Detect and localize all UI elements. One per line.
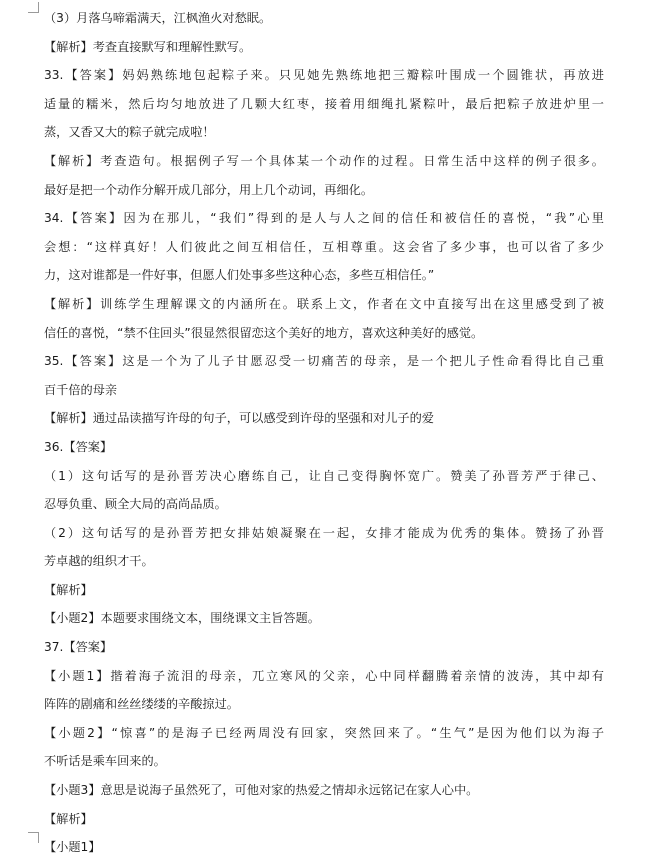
text-line: （1）这句话写的是孙晋芳决心磨练自己，让自己变得胸怀宽广。赞美了孙晋芳严于律己、 (44, 468, 604, 483)
text-line: 【小题1】揩着海子流泪的母亲，兀立寒风的父亲，心中同样翻腾着亲情的波涛，其中却有 (44, 668, 604, 683)
text-line: 34.【答案】因为在那儿，“我们”得到的是人与人之间的信任和被信任的喜悦，“我”心里 (44, 211, 604, 226)
text-line: 信任的喜悦，“禁不住回头”很显然很留恋这个美好的地方，喜欢这种美好的感觉。 (44, 325, 484, 340)
text-line: 会想：“这样真好！人们彼此之间互相信任，互相尊重。这会省了多少事，也可以省了多少 (44, 239, 604, 254)
text-line: 适量的糯米，然后均匀地放进了几颗大红枣，接着用细绳扎紧粽叶，最后把粽子放进炉里一 (44, 96, 604, 111)
text-line: 【解析】通过品读描写许母的句子，可以感受到许母的坚强和对儿子的爱 (44, 411, 434, 426)
text-line: 33.【答案】妈妈熟练地包起粽子来。只见她先熟练地把三瓣粽叶围成一个圆锥状，再放进 (44, 68, 604, 83)
text-line: 芳卓越的组织才干。 (44, 554, 154, 569)
text-line: 【解析】 (44, 811, 93, 826)
text-line: 【解析】训练学生理解课文的内涵所在。联系上文，作者在文中直接写出在这里感受到了被 (44, 296, 604, 311)
text-line: 阵阵的剧痛和丝丝缕缕的辛酸掠过。 (44, 697, 239, 712)
text-line: 【小题3】意思是说海子虽然死了，可他对家的热爱之情却永远铭记在家人心中。 (44, 783, 479, 798)
text-line: 【解析】考查直接默写和理解性默写。 (44, 39, 252, 54)
text-line: （3）月落乌啼霜满天，江枫渔火对愁眠。 (44, 11, 272, 25)
text-line: 37.【答案】 (44, 640, 113, 655)
text-line: 【小题1】 (44, 840, 101, 855)
page-corner-mark-bottom (28, 832, 39, 843)
text-line: 【小题2】本题要求围绕文本，围绕课文主旨答题。 (44, 611, 320, 626)
text-line: 百千倍的母亲 (44, 382, 118, 397)
text-line: 忍辱负重、顾全大局的高尚品质。 (44, 497, 227, 512)
text-line: 最好是把一个动作分解开成几部分，用上几个动词，再细化。 (44, 182, 374, 197)
text-line: 蒸，又香又大的粽子就完成啦！ (44, 125, 215, 140)
text-line: 【小题2】“惊喜”的是海子已经两周没有回家，突然回来了。“生气”是因为他们以为海子 (44, 725, 604, 740)
text-line: 【解析】 (44, 582, 93, 597)
document-page (44, 4, 604, 862)
text-line: 不听话是乘车回来的。 (44, 754, 166, 769)
text-line: （2）这句话写的是孙晋芳把女排姑娘凝聚在一起，女排才能成为优秀的集体。赞扬了孙晋 (44, 525, 604, 540)
text-line: 36.【答案】 (44, 439, 113, 454)
text-line: 35.【答案】这是一个为了儿子甘愿忍受一切痛苦的母亲，是一个把儿子性命看得比自己重 (44, 354, 604, 369)
page-corner-mark-top (28, 2, 39, 13)
text-line: 力，这对谁都是一件好事，但愿人们处事多些这种心态，多些互相信任。” (44, 268, 435, 283)
text-line: 【解析】考查造句。根据例子写一个具体某一个动作的过程。日常生活中这样的例子很多。 (44, 153, 604, 168)
